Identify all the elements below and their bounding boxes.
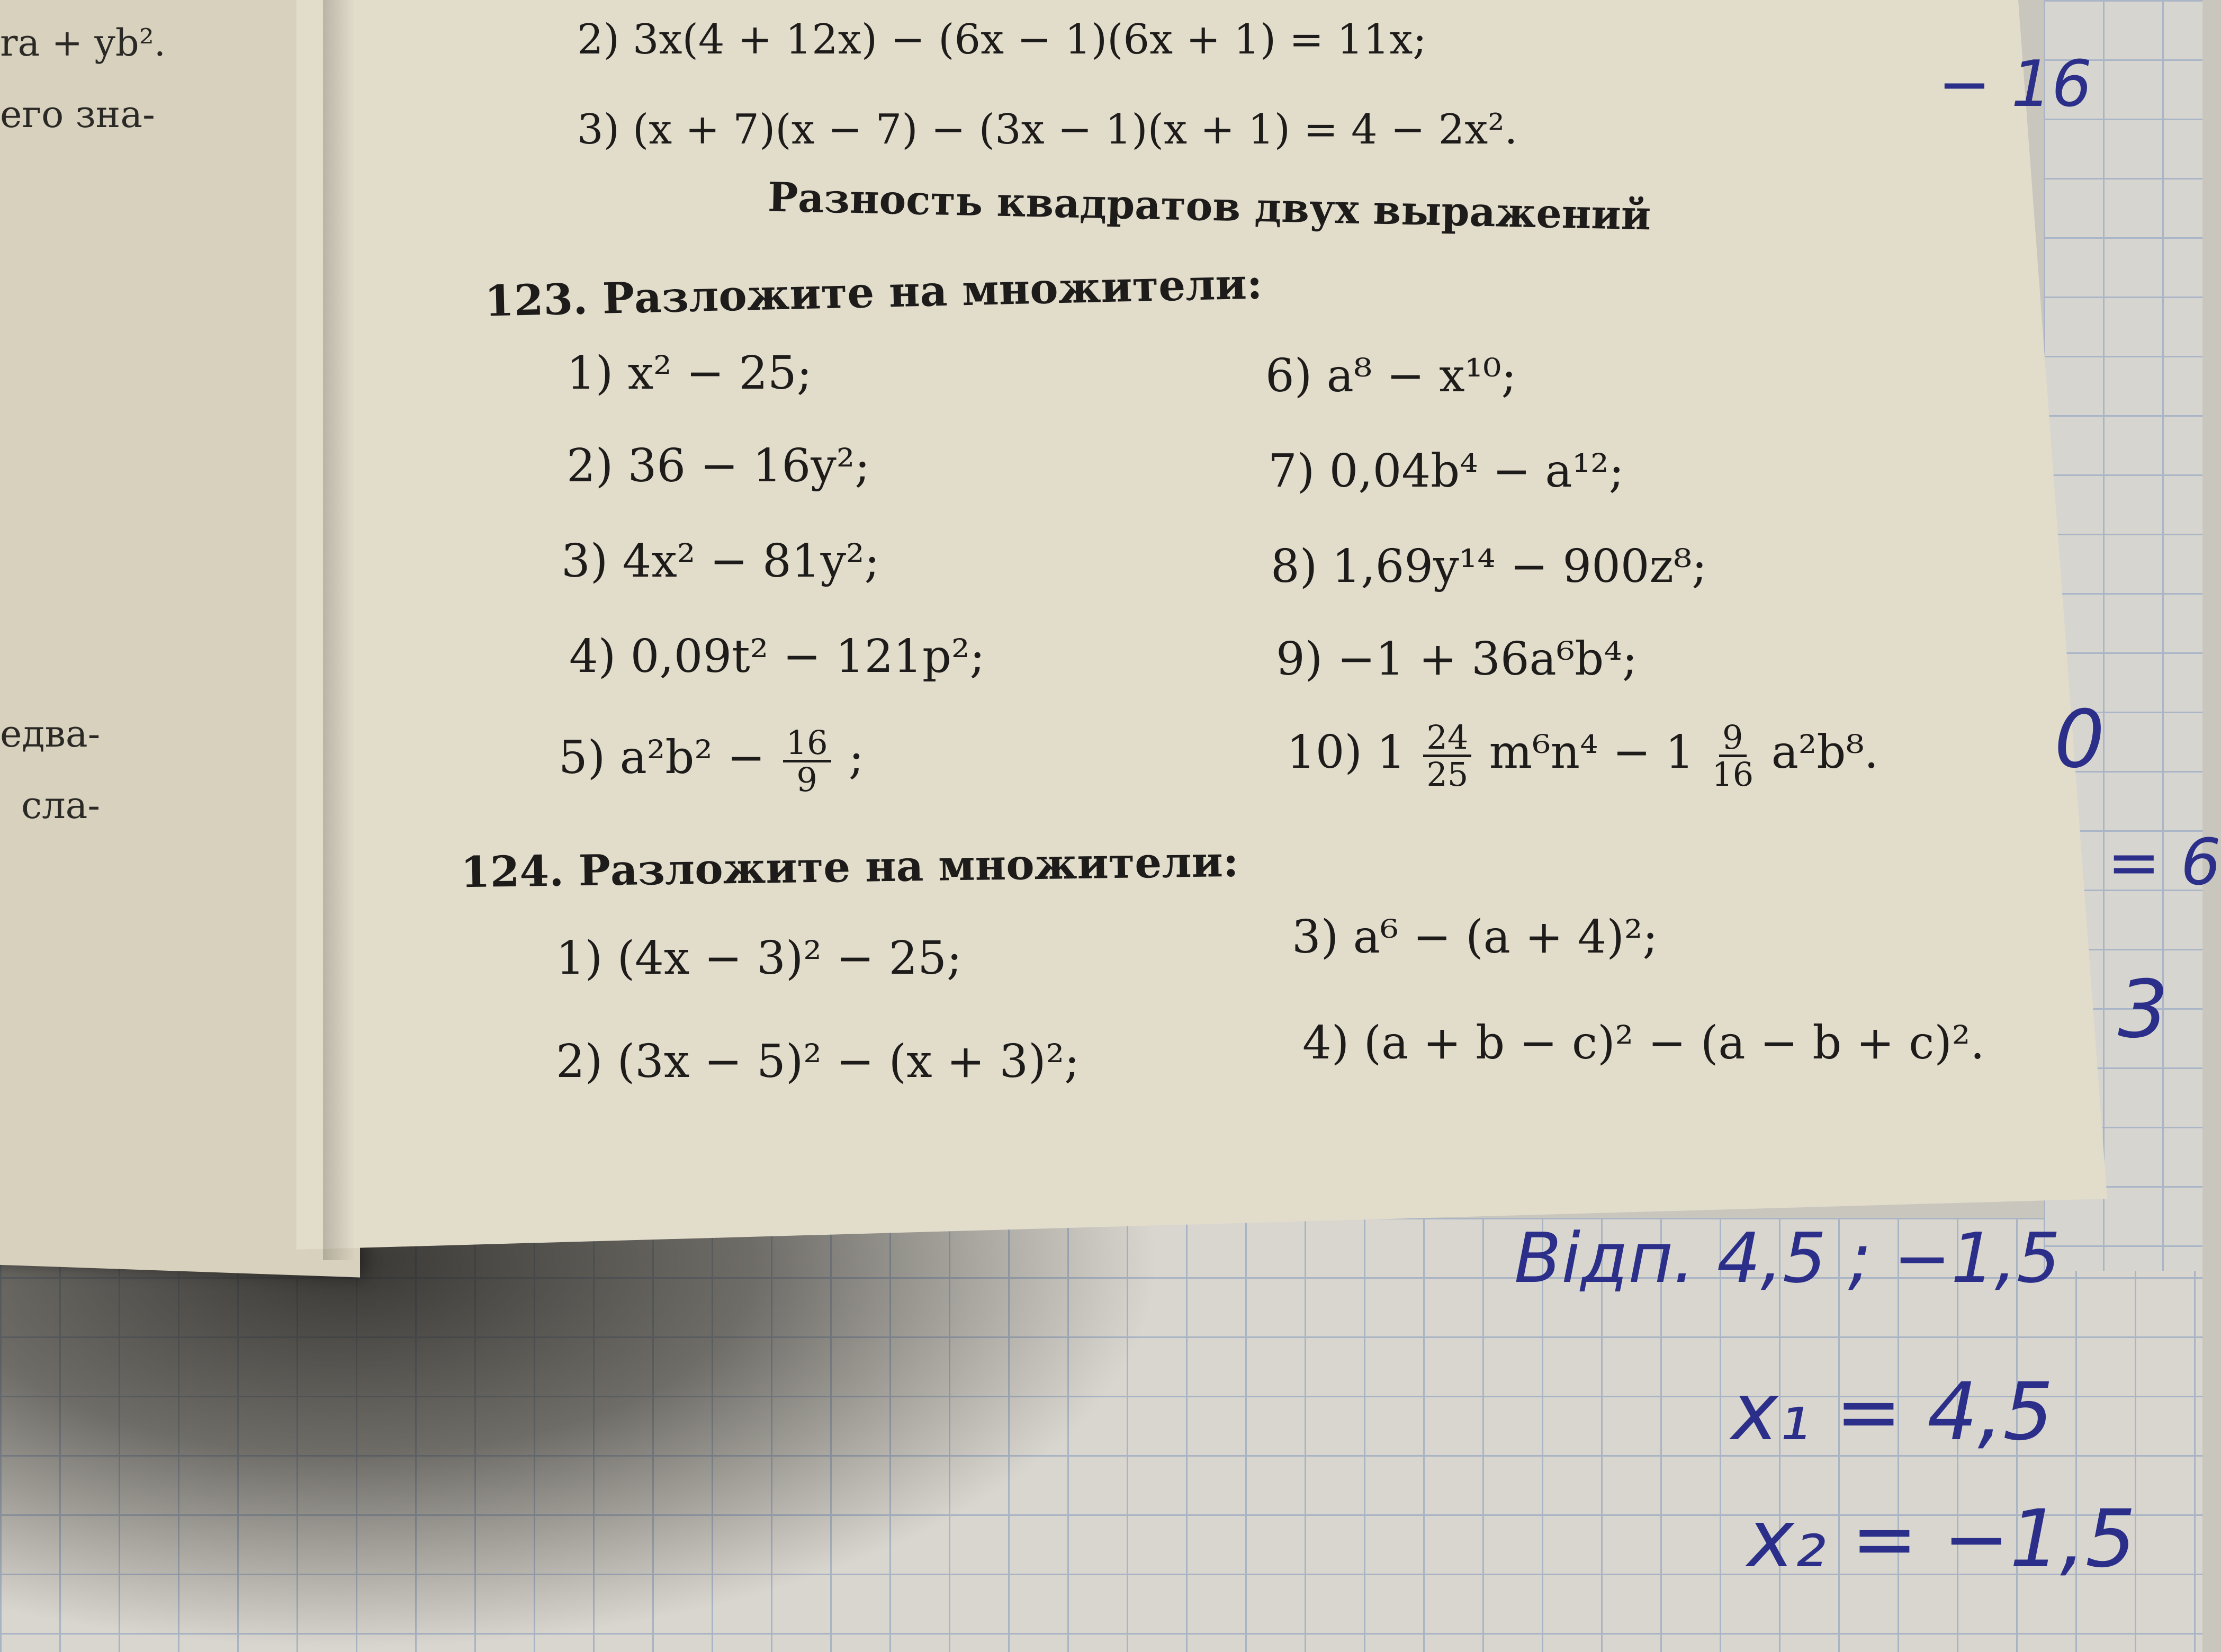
item-10-frac2-num: 9 bbox=[1719, 720, 1746, 757]
task-124-item-2: 2) (3x − 5)² − (x + 3)²; bbox=[556, 1035, 1080, 1088]
item-10-prefix: 10) 1 bbox=[1287, 726, 1406, 779]
handwriting-zero: 0 bbox=[2054, 694, 2105, 786]
handwriting-answer: Відп. 4,5 ; −1,5 bbox=[1514, 1218, 2061, 1298]
task-123-item-5 bbox=[559, 723, 864, 800]
task-123-item-1: 1) x² − 25; bbox=[567, 347, 812, 400]
task-123-item-3: 3) 4x² − 81y²; bbox=[561, 535, 880, 588]
shadow bbox=[0, 1218, 1165, 1652]
left-page-line-4: сла- bbox=[21, 784, 101, 827]
item-10-frac1-den: 25 bbox=[1426, 755, 1469, 794]
equation-2: 2) 3x(4 + 12x) − (6x − 1)(6x + 1) = 11x; bbox=[577, 16, 1427, 64]
section-heading: Разность квадратов двух выражений bbox=[767, 173, 1652, 239]
item-5-suffix: ; bbox=[848, 731, 864, 785]
task-124-item-4: 4) (a + b − c)² − (a − b + c)². bbox=[1302, 1017, 1985, 1070]
item-5-fraction bbox=[783, 723, 831, 800]
task-123-item-4: 4) 0,09t² − 121p²; bbox=[569, 630, 985, 683]
book-spine bbox=[323, 0, 355, 1260]
item-5-expression: 5) a²b² − bbox=[559, 731, 766, 785]
left-page-line-2: его зна- bbox=[0, 93, 155, 136]
task-123-item-6: 6) a⁸ − x¹⁰; bbox=[1265, 349, 1517, 402]
handwriting-x2: x₂ = −1,5 bbox=[1747, 1493, 2136, 1585]
item-10-frac1-num: 24 bbox=[1423, 720, 1471, 757]
handwriting-three: 3 bbox=[2118, 964, 2169, 1056]
task-123-item-7: 7) 0,04b⁴ − a¹²; bbox=[1268, 445, 1624, 498]
handwriting-x1: x₁ = 4,5 bbox=[1731, 1366, 2054, 1458]
item-10-fraction-2 bbox=[1712, 720, 1754, 792]
item-10-suffix: a²b⁸. bbox=[1771, 726, 1879, 779]
left-page-line-1: ra + yb². bbox=[0, 21, 166, 65]
handwriting-equals: = 6 bbox=[2107, 826, 2221, 900]
task-124-item-3: 3) a⁶ − (a + 4)²; bbox=[1292, 911, 1658, 964]
task-123-item-10 bbox=[1287, 720, 1878, 792]
left-page-line-3: едва- bbox=[0, 712, 101, 756]
task-123-title: 123. Разложите на множители: bbox=[484, 258, 1263, 326]
item-10-mid: m⁶n⁴ − 1 bbox=[1489, 726, 1694, 779]
equation-3: 3) (x + 7)(x − 7) − (3x − 1)(x + 1) = 4 − 2x². bbox=[577, 106, 1518, 154]
task-124-item-1: 1) (4x − 3)² − 25; bbox=[556, 932, 962, 985]
task-123-item-2: 2) 36 − 16y²; bbox=[567, 439, 870, 492]
item-5-frac-den: 9 bbox=[796, 760, 817, 800]
handwriting-minus-16: − 16 bbox=[1938, 48, 2092, 121]
task-123-item-9: 9) −1 + 36a⁶b⁴; bbox=[1276, 633, 1638, 686]
item-5-frac-num: 16 bbox=[783, 725, 831, 762]
task-123-item-8: 8) 1,69y¹⁴ − 900z⁸; bbox=[1271, 540, 1707, 593]
item-10-frac2-den: 16 bbox=[1712, 755, 1754, 794]
task-124-title: 124. Разложите на множители: bbox=[460, 836, 1239, 897]
item-10-fraction-1 bbox=[1423, 720, 1471, 792]
